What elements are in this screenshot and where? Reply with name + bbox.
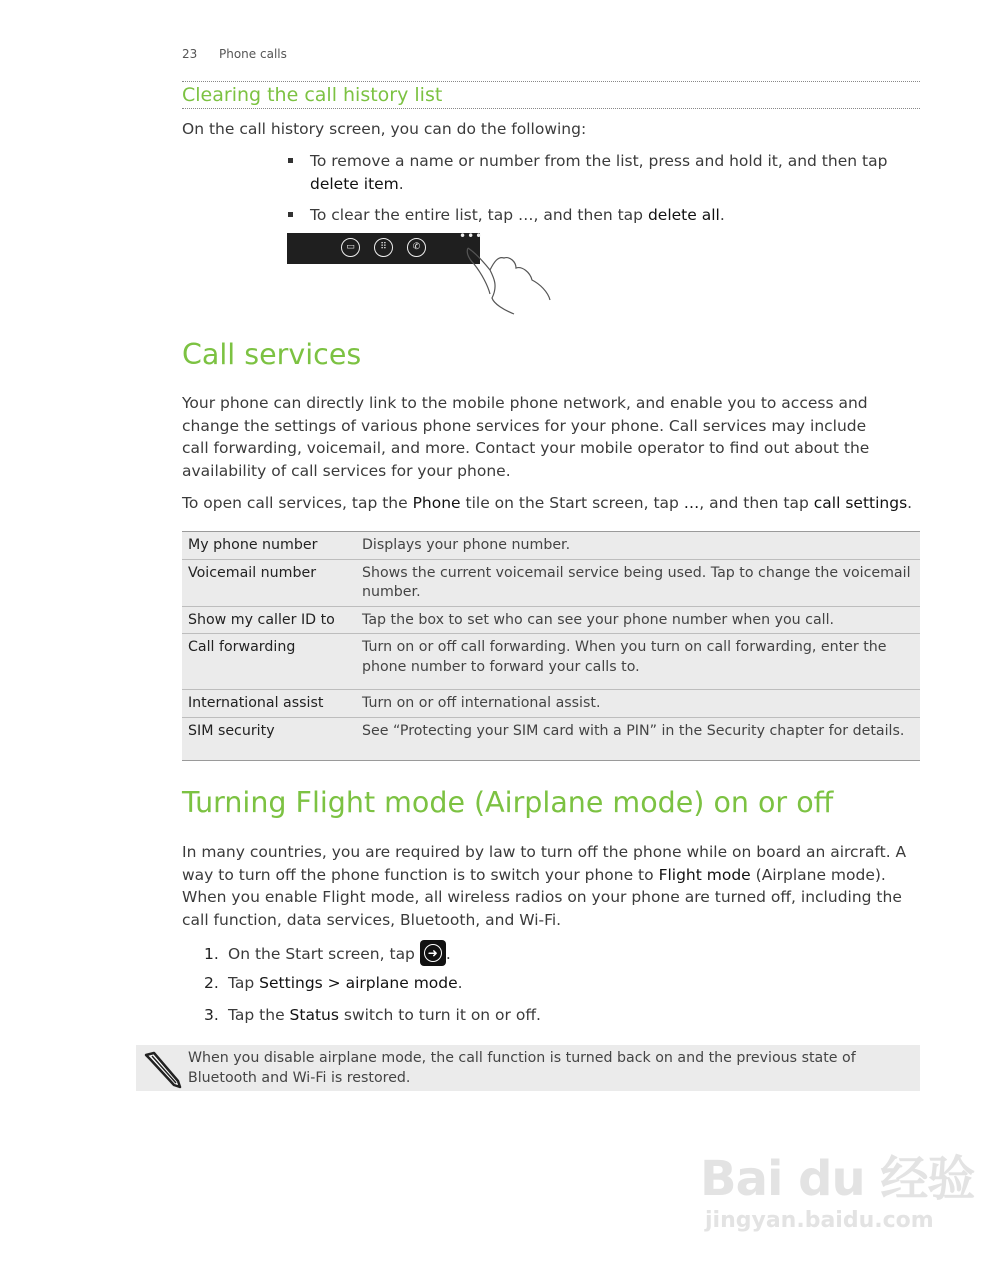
delete-all-label: delete all (647, 206, 720, 224)
keypad-icon: ⠿ (374, 238, 393, 257)
bullet-icon (288, 158, 293, 163)
baidu-watermark-logo: Bai du 经验 (700, 1151, 975, 1207)
table-key: Call forwarding (182, 634, 356, 690)
table-row (182, 717, 920, 760)
step-text: On the Start screen, tap (228, 945, 420, 963)
step-1 (204, 940, 451, 966)
clearing-heading: Clearing the call history list (182, 84, 443, 106)
divider (182, 108, 920, 109)
status-label: Status (289, 1006, 339, 1024)
arrow-right-icon: ➜ (420, 940, 446, 966)
phone-icon: ✆ (407, 238, 426, 257)
table-value: Turn on or off call forwarding. When you turn on call forwarding, enter the phone number to forward your calls to. (356, 634, 920, 690)
bullet-text: . (719, 206, 725, 224)
table-row (182, 606, 920, 634)
call-services-open-instructions (182, 492, 927, 515)
step-text: . (445, 945, 451, 963)
table-row (182, 559, 920, 606)
flight-mode-label: Flight mode (658, 865, 751, 884)
table-row (182, 532, 920, 560)
text: , and then tap (699, 494, 814, 512)
table-value: Displays your phone number. (356, 532, 920, 560)
step-text: switch to turn it on or off. (338, 1006, 541, 1024)
step-text: . (457, 974, 463, 992)
bullet-clear-all (288, 204, 908, 227)
text: tile on the Start screen, tap (460, 494, 684, 512)
table-value: Tap the box to set who can see your phone number when you call. (356, 606, 920, 634)
call-services-heading: Call services (182, 338, 362, 371)
call-services-intro: Your phone can directly link to the mobile phone network, and enable you to access and change the settings of various phone services for your phone. Call services may include call forwarding, voicemail, and more. Contact your mobile operator to find out about the availability of call services for your phone. (182, 394, 870, 480)
more-dots-icon: ••• (459, 229, 484, 243)
settings-airplane-label: Settings > airplane mode (259, 974, 458, 992)
step-text: Tap the (228, 1006, 290, 1024)
table-key: SIM security (182, 717, 356, 760)
table-value: Turn on or off international assist. (356, 690, 920, 718)
page-number: 23 (182, 47, 198, 61)
text: In many countries, you are required by law to turn off the phone while on board an aircraft. A way to turn off the phone function is to switch your phone to (182, 843, 907, 884)
table-value: Shows the current voicemail service being used. Tap to change the voicemail number. (356, 559, 920, 606)
text: . (907, 494, 913, 512)
section-title: Phone calls (219, 47, 287, 61)
table-key: Show my caller ID to (182, 606, 356, 634)
hand-pointer-icon (460, 238, 560, 323)
flight-mode-intro (182, 841, 924, 931)
clearing-intro: On the call history screen, you can do the following: (182, 120, 587, 138)
bullet-text: To remove a name or number from the list, press and hold it, and then tap (310, 152, 888, 170)
table-value: See “Protecting your SIM card with a PIN” in the Security chapter for details. (356, 717, 920, 760)
voicemail-icon: ▭ (341, 238, 360, 257)
divider (182, 81, 920, 82)
bullet-text: To clear the entire list, tap …, and then tap (310, 206, 648, 224)
step-3 (204, 1004, 541, 1027)
table-row (182, 690, 920, 718)
table-key: My phone number (182, 532, 356, 560)
table-row (182, 634, 920, 690)
pencil-icon (142, 1051, 182, 1089)
baidu-watermark-url: jingyan.baidu.com (705, 1208, 934, 1233)
step-2 (204, 972, 463, 995)
bullet-icon (288, 212, 293, 217)
note-text: When you disable airplane mode, the call function is turned back on and the previous state of Bluetooth and Wi-Fi is restored. (188, 1050, 856, 1086)
call-services-table (182, 531, 920, 761)
call-settings-label: call settings (813, 494, 908, 512)
text: To open call services, tap the (182, 494, 413, 512)
bullet-text: . (398, 174, 404, 193)
table-key: Voicemail number (182, 559, 356, 606)
step-number: 3. (204, 1006, 219, 1024)
more-label: … (683, 494, 700, 512)
step-number: 1. (204, 945, 219, 963)
table-key: International assist (182, 690, 356, 718)
step-text: Tap (228, 974, 260, 992)
phone-label: Phone (412, 494, 461, 512)
app-bar-illustration (287, 229, 484, 264)
note-box (136, 1045, 920, 1091)
flight-mode-heading: Turning Flight mode (Airplane mode) on or off (182, 786, 834, 819)
step-number: 2. (204, 974, 219, 992)
text: (Airplane mode). When you enable Flight mode, all wireless radios on your phone are turned off, including the call function, data services, Bluetooth, and Wi-Fi. (182, 865, 902, 929)
bullet-remove-item (288, 150, 908, 195)
delete-item-label: delete item (310, 174, 399, 193)
